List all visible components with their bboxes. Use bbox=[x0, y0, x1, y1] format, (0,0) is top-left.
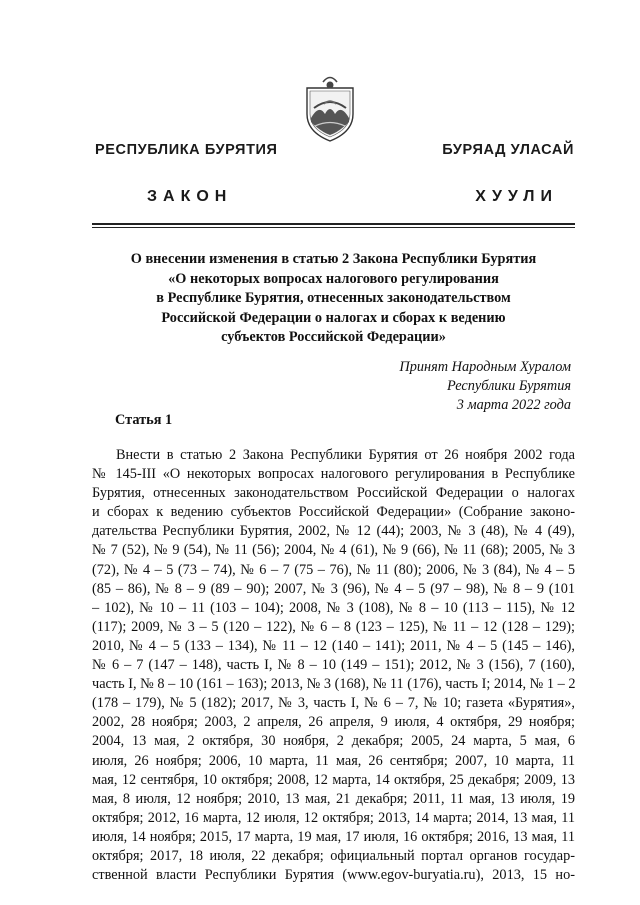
title-line: «О некоторых вопросах налогового регулирования bbox=[168, 270, 499, 287]
adoption-line: Принят Народным Хуралом bbox=[399, 359, 571, 375]
body-line: 2010, № 4 – 5 (133 – 134), № 11 – 12 (140 – 141); 2011, № 4 – 5 (145 – 146), bbox=[92, 637, 575, 654]
body-line: (72), № 4 – 5 (73 – 74), № 6 – 7 (75 – 76), № 11 (80); 2006, № 3 (84), № 4 – 5 bbox=[92, 561, 575, 578]
coat-of-arms-emblem bbox=[301, 74, 359, 144]
body-line: № 145-III «О некоторых вопросах налогового регулирования в Республике bbox=[92, 466, 575, 483]
adoption-note bbox=[399, 358, 571, 415]
body-line: октября; 2017, 18 июля, 22 декабря; официальный портал органов государ- bbox=[92, 847, 575, 864]
title-line: Российской Федерации о налогах и сборах к ведению bbox=[161, 309, 506, 326]
header-divider-thin bbox=[92, 227, 575, 228]
article-body bbox=[92, 446, 575, 885]
document-type-russian: ЗАКОН bbox=[147, 188, 233, 205]
article-heading: Статья 1 bbox=[115, 412, 173, 428]
body-line: 2002, 28 ноября; 2003, 2 апреля, 26 апреля, 9 июля, 4 октября, 29 ноября; bbox=[92, 714, 575, 731]
title-line: в Республике Бурятия, отнесенных законодательством bbox=[156, 290, 511, 306]
body-line: 2004, 13 мая, 2 октября, 30 ноября, 2 декабря; 2005, 24 марта, 5 мая, 6 bbox=[92, 733, 575, 750]
header-divider-thick bbox=[92, 223, 575, 225]
body-line: Бурятия, отнесенных законодательством Российской Федерации о налогах bbox=[92, 485, 575, 502]
adoption-line: Республики Бурятия bbox=[447, 378, 571, 394]
body-line: (117); 2009, № 3 – 5 (120 – 122), № 6 – 8 (123 – 125), № 11 – 12 (128 – 129); bbox=[92, 618, 575, 635]
body-line: июля, 14 ноября; 2015, 17 марта, 19 мая, 17 июля, 16 октября; 2016, 13 мая, 11 bbox=[92, 828, 575, 845]
body-line: и сборах к ведению субъектов Российской Федерации» (Собрание законо- bbox=[92, 504, 575, 521]
body-line: мая, 8 июля, 12 ноября; 2010, 13 мая, 21 декабря; 2011, 11 мая, 13 июля, 19 bbox=[92, 790, 575, 807]
document-type-buryat: ХУУЛИ bbox=[475, 188, 558, 205]
body-line: – 102), № 10 – 11 (103 – 104); 2008, № 3 (108), № 8 – 10 (113 – 115), № 12 bbox=[92, 599, 575, 616]
body-line: часть I, № 8 – 10 (161 – 163); 2013, № 3 (168), № 11 (176), часть I; 2014, № 1 – 2 bbox=[92, 676, 575, 693]
body-line: № 6 – 7 (147 – 148), часть I, № 8 – 10 (149 – 151); 2012, № 3 (156), 7 (160), bbox=[92, 657, 575, 674]
body-line: (178 – 179), № 5 (182); 2017, № 3, часть I, № 6 – 7, № 10; газета «Бурятия», bbox=[92, 695, 575, 712]
law-title bbox=[92, 250, 575, 348]
body-line: ственной власти Республики Бурятия (www.egov-buryatia.ru), 2013, 15 но- bbox=[92, 867, 575, 884]
body-line: июля, 26 ноября; 2006, 10 марта, 11 мая, 26 сентября; 2007, 10 марта, 11 bbox=[92, 752, 575, 769]
body-line: мая, 12 сентября, 10 октября; 2008, 12 марта, 14 октября, 25 декабря; 2009, 13 bbox=[92, 771, 575, 788]
header-republic-buryat: БУРЯАД УЛАСАЙ bbox=[442, 142, 574, 158]
body-line: Внести в статью 2 Закона Республики Бурятия от 26 ноября 2002 года bbox=[116, 447, 575, 463]
title-line: субъектов Российской Федерации» bbox=[221, 329, 446, 345]
body-line: № 7 (52), № 9 (54), № 11 (56); 2004, № 4 (61), № 9 (66), № 11 (68); 2005, № 3 bbox=[92, 542, 575, 559]
body-line: (85 – 86), № 8 – 9 (89 – 90); 2007, № 3 (96), № 4 – 5 (97 – 98), № 8 – 9 (101 bbox=[92, 580, 575, 597]
title-line: О внесении изменения в статью 2 Закона Республики Бурятия bbox=[130, 251, 537, 267]
body-line: октября; 2012, 16 марта, 12 июля, 12 октября; 2013, 14 марта; 2014, 13 мая, 11 bbox=[92, 809, 575, 826]
adoption-date: 3 марта 2022 года bbox=[456, 397, 571, 413]
header-republic-russian: РЕСПУБЛИКА БУРЯТИЯ bbox=[95, 142, 278, 158]
body-line: дательства Республики Бурятия, 2002, № 12 (44); 2003, № 3 (48), № 4 (49), bbox=[92, 523, 575, 540]
